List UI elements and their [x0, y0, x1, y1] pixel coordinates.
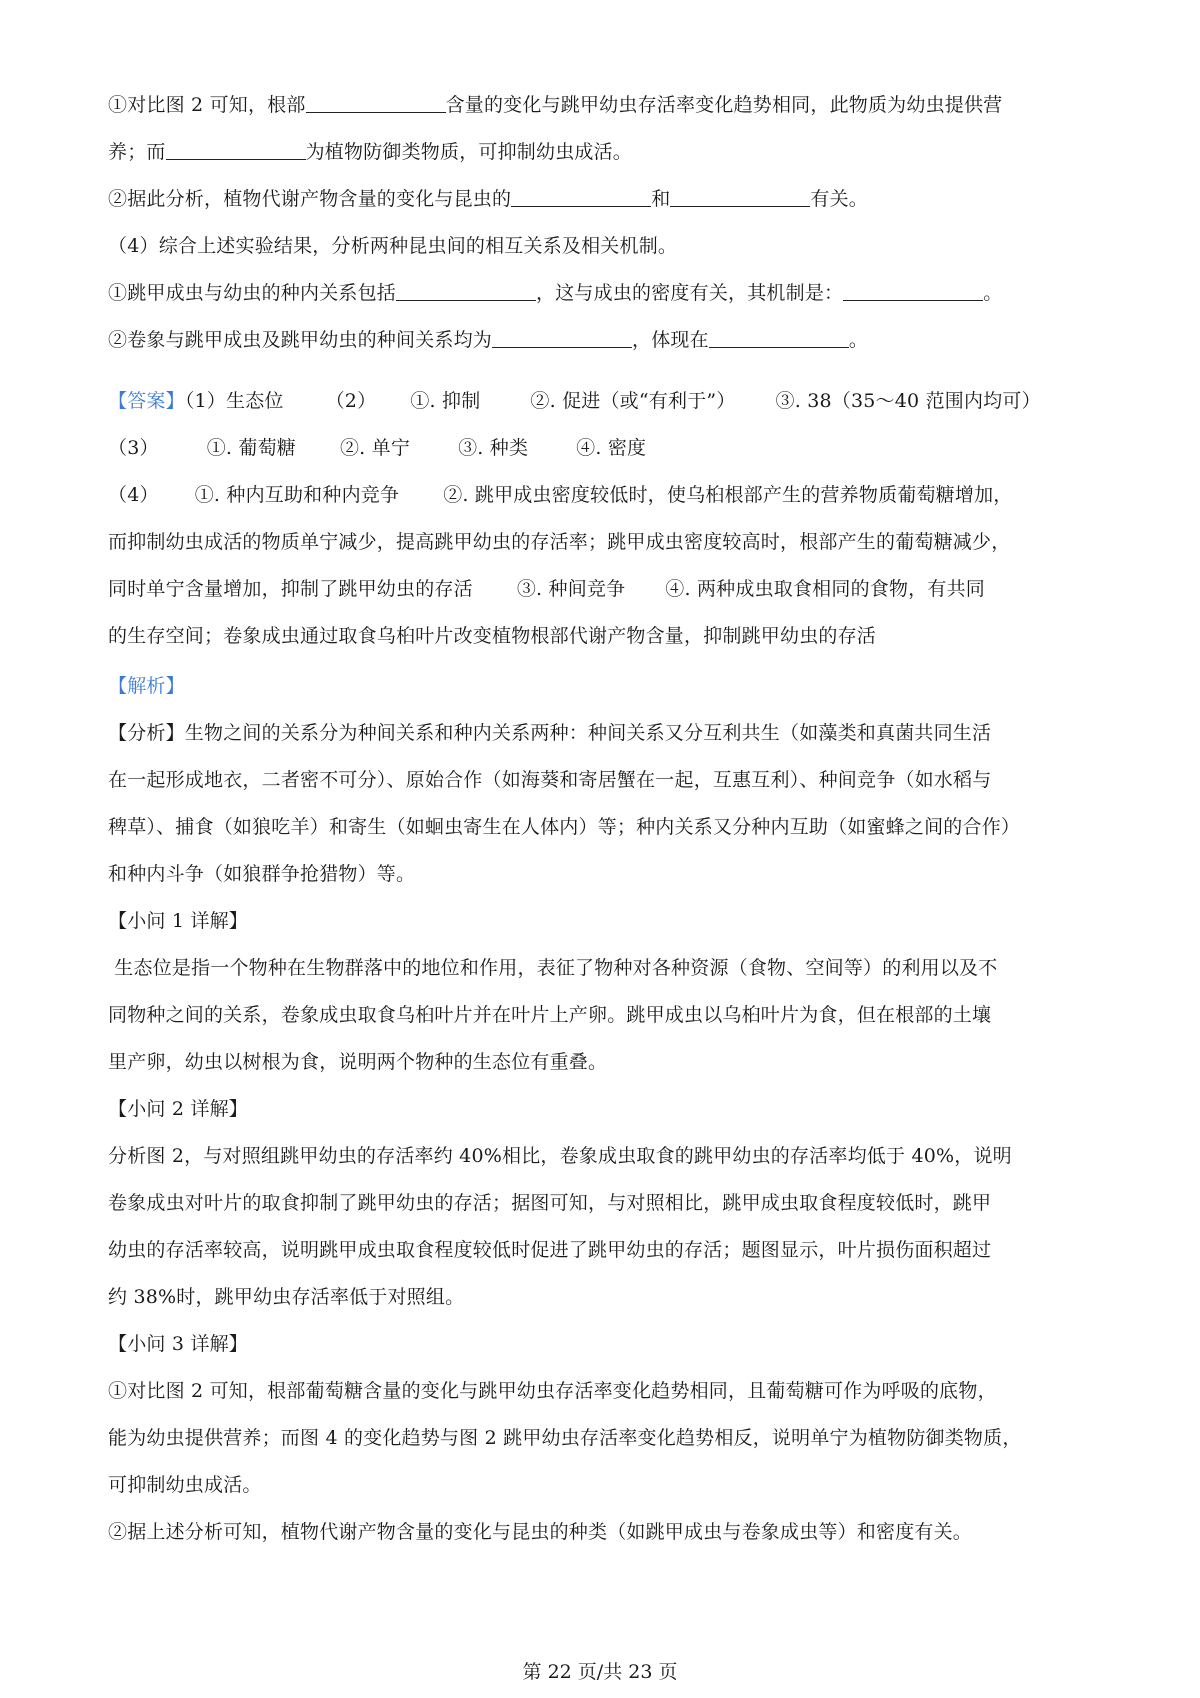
analysis-text: 分析图 2，与对照组跳甲幼虫的存活率约 40%相比，卷象成虫取食的跳甲幼虫的存活率均低于 40%，说明 — [108, 1145, 1012, 1167]
subquestion-1-line — [108, 945, 1108, 992]
answer-row-3 — [108, 472, 1108, 519]
subquestion-2-line — [108, 1274, 1108, 1321]
analysis-text: 卷象成虫对叶片的取食抑制了跳甲幼虫的存活；据图可知，与对照相比，跳甲成虫取食程度较低时，跳甲 — [108, 1192, 992, 1214]
answer-item: ③. 种间竞争 — [516, 578, 626, 600]
analysis-intro-line — [108, 804, 1108, 851]
analysis-text: 同物种之间的关系，卷象成虫取食乌桕叶片并在叶片上产卵。跳甲成虫以乌桕叶片为食，但在根部的土壤 — [108, 1004, 992, 1026]
subquestion-3-line — [108, 1509, 1108, 1556]
analysis-text: 幼虫的存活率较高，说明跳甲成虫取食程度较低时促进了跳甲幼虫的存活；题图显示，叶片损伤面积超过 — [108, 1239, 992, 1261]
page-number: 第 22 页/共 23 页 — [522, 1661, 678, 1683]
subquestion-3-line — [108, 1368, 1108, 1415]
answer-tag: 【答案】 — [108, 390, 185, 412]
answer-item: ②. 促进（或“有利于”） — [530, 390, 736, 412]
answer-item: ④. 两种成虫取食相同的食物，有共同 — [665, 578, 985, 600]
section-title: 【小问 1 详解】 — [108, 910, 248, 932]
section-title: 【小问 3 详解】 — [108, 1333, 248, 1355]
analysis-text: 和种内斗争（如狼群争抢猎物）等。 — [108, 863, 416, 885]
q4-line2-text-a: ②卷象与跳甲成虫及跳甲幼虫的种间关系均为 — [108, 329, 493, 351]
answer-item: ③. 种类 — [458, 437, 529, 459]
q3-line-1 — [108, 82, 1108, 129]
q3-line1-text-a: ①对比图 2 可知，根部 — [108, 94, 306, 116]
subquestion-2-line — [108, 1227, 1108, 1274]
answer-row-6 — [108, 613, 1108, 660]
analysis-text: 里产卵，幼虫以树根为食，说明两个物种的生态位有重叠。 — [108, 1051, 608, 1073]
analysis-intro-line — [108, 757, 1108, 804]
question-3-block — [108, 82, 1108, 364]
q4-line2-text-c: 。 — [848, 329, 869, 351]
q4-line-1 — [108, 270, 1108, 317]
analysis-intro-line — [108, 851, 1108, 898]
analysis-tag-line — [108, 663, 1108, 710]
q3-line2-text-b: 为植物防御类物质，可抑制幼虫成活。 — [305, 141, 633, 163]
analysis-text: 在一起形成地衣，二者密不可分）、原始合作（如海葵和寄居蟹在一起，互惠互利）、种间竞争（如水稻与 — [108, 769, 992, 791]
analysis-text: 生态位是指一个物种在生物群落中的地位和作用，表征了物种对各种资源（食物、空间等）的利用以及不 — [108, 957, 998, 979]
q4-line1-text-c: 。 — [983, 282, 1003, 304]
analysis-block — [108, 663, 1108, 1556]
answer-blank[interactable] — [843, 280, 983, 301]
answer-item: （4） — [108, 484, 159, 506]
answer-row-4 — [108, 519, 1108, 566]
subquestion-1-line — [108, 992, 1108, 1039]
answer-item: ①. 葡萄糖 — [206, 437, 296, 459]
answer-row-2 — [108, 425, 1108, 472]
answer-blank[interactable] — [511, 186, 651, 207]
subquestion-2-line — [108, 1133, 1108, 1180]
q3-line3-text-a: ②据此分析，植物代谢产物含量的变化与昆虫的 — [108, 188, 512, 210]
q4-heading-text: （4）综合上述实验结果，分析两种昆虫间的相互关系及相关机制。 — [108, 235, 678, 257]
section-title: 【小问 2 详解】 — [108, 1098, 248, 1120]
answer-text: 的生存空间；卷象成虫通过取食乌桕叶片改变植物根部代谢产物含量，抑制跳甲幼虫的存活 — [108, 625, 877, 647]
subquestion-3-line — [108, 1462, 1108, 1509]
q4-line1-text-a: ①跳甲成虫与幼虫的种内关系包括 — [108, 282, 397, 304]
answer-text: 而抑制幼虫成活的物质单宁减少，提高跳甲幼虫的存活率；跳甲成虫密度较高时，根部产生的葡萄糖减少， — [108, 531, 1011, 553]
subquestion-3-line — [108, 1415, 1108, 1462]
analysis-text: 约 38%时，跳甲幼虫存活率低于对照组。 — [108, 1286, 465, 1308]
answer-blank[interactable] — [492, 327, 632, 348]
subquestion-2-title — [108, 1086, 1108, 1133]
q4-line1-text-b: ，这与成虫的密度有关，其机制是： — [536, 282, 844, 304]
answer-blank[interactable] — [670, 186, 810, 207]
q4-line-2 — [108, 317, 1108, 364]
analysis-text: 稗草）、捕食（如狼吃羊）和寄生（如蛔虫寄生在人体内）等；种内关系又分种内互助（如蜜蜂之间的合作） — [108, 816, 1021, 838]
answer-block — [108, 378, 1108, 660]
answer-item: （2） — [325, 390, 377, 412]
answer-item: ③. 38（35～40 范围内均可） — [775, 390, 1041, 412]
analysis-text: 【分析】生物之间的关系分为种间关系和种内关系两种：种间关系又分互利共生（如藻类和真菌共同生活 — [108, 722, 992, 744]
analysis-tag: 【解析】 — [108, 675, 185, 697]
answer-blank[interactable] — [306, 92, 446, 113]
analysis-text: 可抑制幼虫成活。 — [108, 1474, 262, 1496]
answer-item: 同时单宁含量增加，抑制了跳甲幼虫的存活 — [108, 578, 473, 600]
q4-line2-text-b: ，体现在 — [632, 329, 709, 351]
answer-row-5 — [108, 566, 1108, 613]
q4-heading — [108, 223, 1108, 270]
analysis-text: ①对比图 2 可知，根部葡萄糖含量的变化与跳甲幼虫存活率变化趋势相同，且葡萄糖可作为呼吸的底物， — [108, 1380, 997, 1402]
analysis-intro-line — [108, 710, 1108, 757]
analysis-text: ②据上述分析可知，植物代谢产物含量的变化与昆虫的种类（如跳甲成虫与卷象成虫等）和密度有关。 — [108, 1521, 973, 1543]
answer-blank[interactable] — [166, 139, 306, 160]
analysis-text: 能为幼虫提供营养；而图 4 的变化趋势与图 2 跳甲幼虫存活率变化趋势相反，说明单宁为植物防御类物质， — [108, 1427, 1022, 1449]
answer-blank[interactable] — [396, 280, 536, 301]
answer-item: （1）生态位 — [184, 390, 284, 412]
q3-line-2 — [108, 129, 1108, 176]
q3-line2-text-a: 养；而 — [108, 141, 166, 163]
subquestion-1-title — [108, 898, 1108, 945]
subquestion-3-title — [108, 1321, 1108, 1368]
q3-line3-text-c: 有关。 — [810, 188, 869, 210]
answer-item: ②. 跳甲成虫密度较低时，使乌桕根部产生的营养物质葡萄糖增加， — [443, 484, 1013, 506]
answer-item: ④. 密度 — [576, 437, 647, 459]
q3-line3-text-b: 和 — [651, 188, 671, 210]
subquestion-2-line — [108, 1180, 1108, 1227]
answer-item: ①. 抑制 — [410, 390, 481, 412]
q3-line1-text-b: 含量的变化与跳甲幼虫存活率变化趋势相同，此物质为幼虫提供营 — [445, 94, 1003, 116]
answer-item: ②. 单宁 — [339, 437, 411, 459]
answer-item: ①. 种内互助和种内竞争 — [194, 484, 400, 506]
subquestion-1-line — [108, 1039, 1108, 1086]
q3-line-3 — [108, 176, 1108, 223]
answer-row-1 — [108, 378, 1108, 425]
answer-blank[interactable] — [709, 327, 849, 348]
answer-item: （3） — [108, 437, 159, 459]
